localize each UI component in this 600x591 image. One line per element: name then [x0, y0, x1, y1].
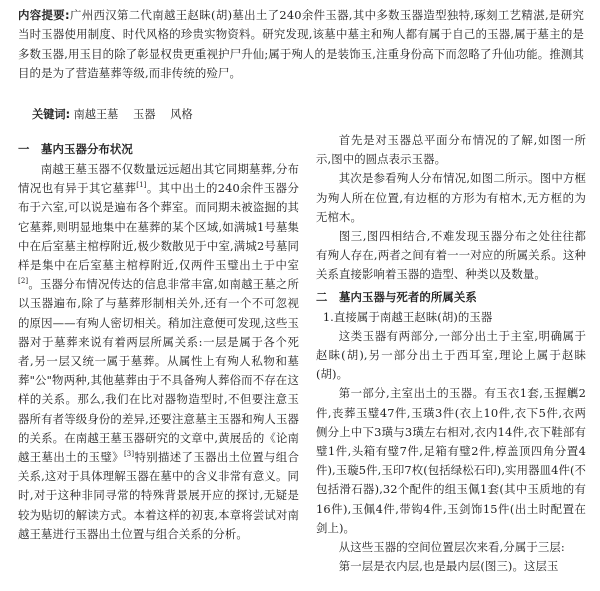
- keyword-item: 风格: [170, 108, 193, 121]
- body-text: 。玉器分布情况传达的信息非常丰富,如南越王墓之所以玉器遍布,除了与墓葬形制相关外,还有一个不可忽视的原因——有殉人密切相关。稍加注意便可发现,这些玉器对于墓葬来说有着两层所属关系:一层是属于各个死者,另一层又统一属于墓葬。从属性上有殉人私物和墓葬"公"物两种,其他墓葬由于不具备殉人葬俗而不存在这样的关系。那么,我们在比对器物造型时,不但要注意玉器所有者等级身份的差异,还要注意墓主玉器和殉人玉器的关系。在南越王墓玉器研究的文章中,黄展岳的《论南越王墓出土的玉璧》: [18, 277, 299, 465]
- body-paragraph: 这类玉器有两部分,一部分出土于主室,明确属于赵眛(胡),另一部分出土于西耳室,理论上属于赵眛(胡)。: [316, 328, 586, 382]
- body-text: 。其中出土的240余件玉器分布于六室,可以说是遍布各个葬室。而同期未被盗掘的其它墓葬,则明显地集中在墓葬的某个区域,如满城1号墓集中在后室墓主棺椁附近,极少数散见于中室,满城2号墓同样是集中在后室墓主棺椁附近,仅两件玉璧出土于中室: [18, 181, 299, 273]
- body-paragraph: 首先是对玉器总平面分布情况的了解,如图一所示,图中的圆点表示玉器。: [316, 133, 586, 167]
- body-paragraph: 第一部分,主室出土的玉器。有玉衣1套,玉握觽2件,丧葬玉璧47件,玉璜3件(衣上10件,衣下5件,衣两侧分上中下3璜与3璜左右相对,衣内14件,衣下鞋部有璧1件,头箱有璧7件,足箱有璧2件,椁盖顶四角分置4件),玉璇5件,玉印7枚(包括绿松石印),实用器皿4件(不包括滑石器),32个配件的组玉佩1套(其中玉质地的有16件),玉佩4件,带钩4件,玉剑饰15件(出土时配置在剑上)。: [316, 386, 586, 535]
- abstract: [18, 6, 584, 84]
- footnote-ref: [2]: [18, 277, 29, 286]
- keywords-label: 关键词:: [32, 108, 71, 121]
- body-paragraph: 图三,图四相结合,不难发现玉器分布之处往往都有殉人存在,两者之间有着一一对应的所属关系。这种关系直接影响着玉器的造型、种类以及数量。: [316, 229, 586, 282]
- abstract-label: 内容提要:: [18, 8, 70, 22]
- body-text: 南越王墓玉器不仅数量远远超出其它同期墓葬,分布情况也有异于其它墓葬: [18, 162, 299, 196]
- right-column: [316, 131, 586, 576]
- body-paragraph: 从这些玉器的空间位置层次来看,分属于三层:: [338, 540, 565, 555]
- body-paragraph: 其次是参看殉人分布情况,如图二所示。图中方框为殉人所在位置,有边框的方形为有棺木,无方框的为无棺木。: [316, 171, 586, 224]
- body-paragraph: [18, 160, 299, 544]
- keywords: [32, 105, 572, 124]
- keyword-item: 南越王墓: [73, 108, 119, 121]
- section-heading: 二 墓内玉器与死者的所属关系: [316, 289, 477, 304]
- body-paragraph: 第一层是衣内层,也是最内层(图三)。这层玉: [338, 559, 559, 574]
- subsection-heading: 1.直接属于南越王赵眛(胡)的玉器: [322, 309, 493, 324]
- abstract-text: 广州西汉第二代南越王赵眛(胡)墓出土了240余件玉器,其中多数玉器造型独特,琢刻工艺精湛,是研究当时玉器使用制度、时代风格的珍贵实物资料。研究发现,该墓中墓主和殉人都有属于自己的玉器,属于墓主的是多数玉器,用玉目的除了彰显权贵更重视护尸升仙;属于殉人的是装饰玉,注重身份高下而忽略了升仙功能。推测其目的是为了营造墓葬等级,而非传统的殓尸。: [18, 8, 584, 81]
- footnote-ref: [3]: [123, 450, 135, 459]
- body-text: 特别描述了玉器出土位置与组合关系,这对于具体理解玉器在墓中的含义非常有意义。同时,对于这种非同寻常的特殊背景展开应的探讨,无疑是较为贴切的解读方式。本着这样的初衷,本章将尝试对南越王墓进行玉器出土位置与组合关系的分析。: [18, 450, 300, 541]
- footnote-ref: [1]: [136, 181, 147, 190]
- section-heading: 一 墓内玉器分布状况: [18, 142, 133, 156]
- keyword-item: 玉器: [133, 108, 156, 121]
- left-column: [18, 139, 299, 544]
